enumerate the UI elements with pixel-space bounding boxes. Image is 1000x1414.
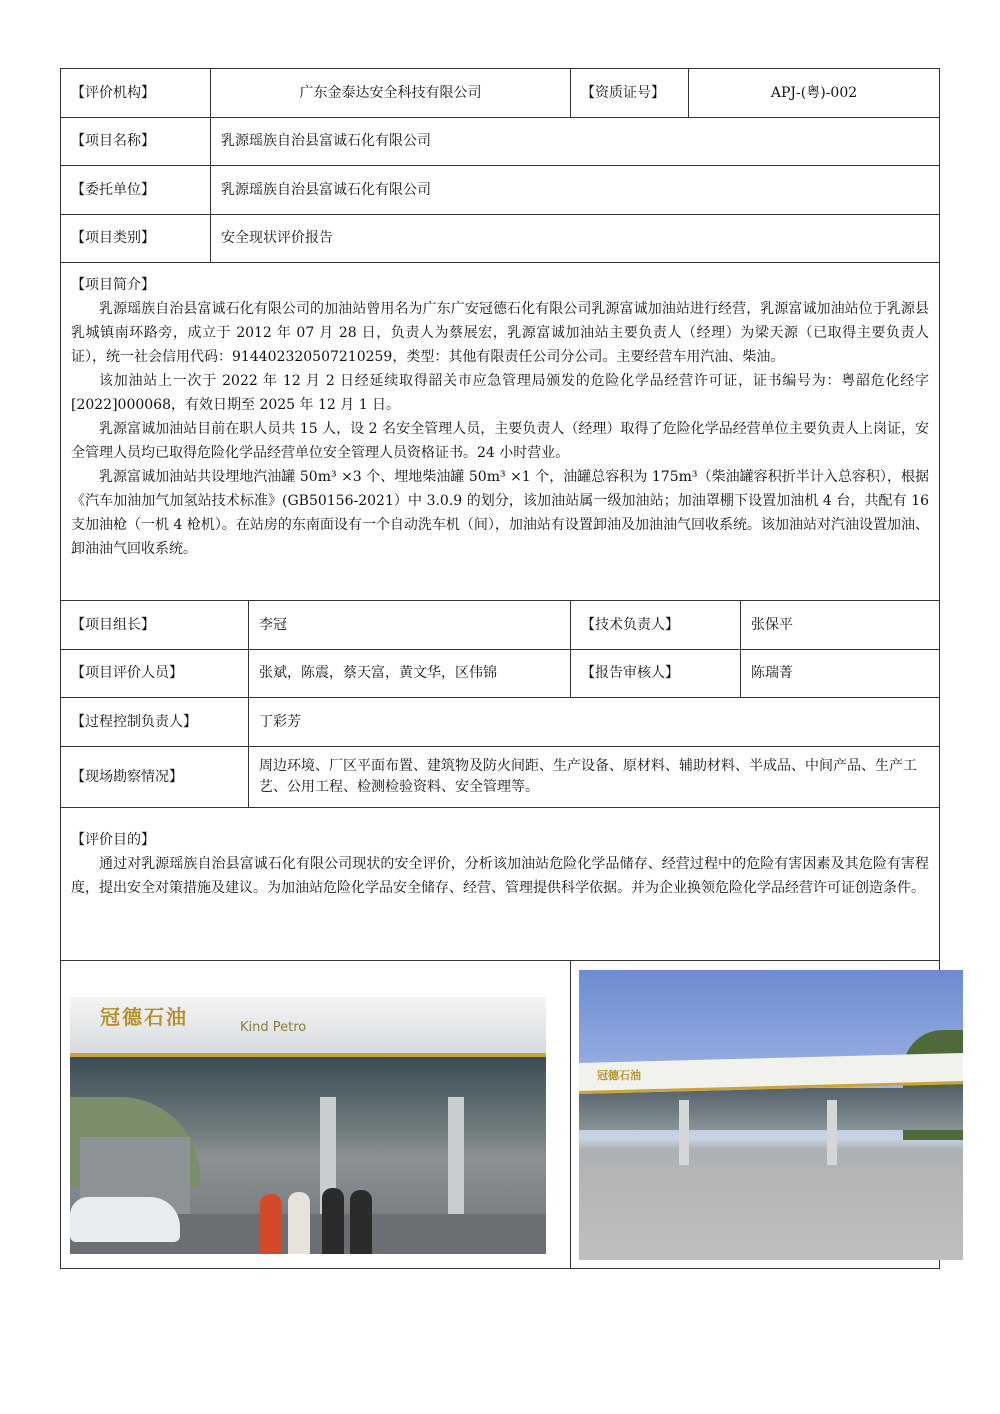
category-value: 安全现状评价报告 — [211, 215, 940, 263]
intro-section — [61, 263, 940, 601]
photo-cell-left — [61, 961, 571, 1269]
process-row — [61, 698, 940, 747]
client-label: 【委托单位】 — [61, 166, 211, 215]
photo-cell-right — [571, 961, 940, 1269]
tech-value: 张保平 — [741, 601, 940, 650]
reviewer-label: 【报告审核人】 — [571, 650, 741, 698]
info-table — [60, 68, 940, 1269]
category-label: 【项目类别】 — [61, 215, 211, 263]
purpose-text: 通过对乳源瑶族自治县富诚石化有限公司现状的安全评价，分析该加油站危险化学品储存、经营过程中的危险有害因素及其危险有害程度，提出安全对策措施及建议。为加油站危险化学品安全储存、经营、管理提供科学依据。并为企业换领危险化学品经营许可证创造条件。 — [71, 856, 930, 896]
tech-label: 【技术负责人】 — [571, 601, 741, 650]
intro-paragraph: 乳源富诚加油站共设埋地汽油罐 50m³ ×3 个、埋地柴油罐 50m³ ×1 个，油罐总容积为 175m³（柴油罐容积折半计入总容积），根据《汽车加油加气加氢站技术标准》(GB50156-2021）中 3.0.9 的划分，该加油站属一级加油站；加油罩棚下设置加油机 4 台，共配有 16 支加油枪（一机 4 枪机）。在站房的东南面设有一个自动洗车机（间），加油站有设置卸油及加油油气回收系统。该加油站对汽油设置加油、卸油油气回收系统。 — [71, 469, 930, 557]
header-row — [61, 69, 940, 118]
purpose-section — [61, 808, 940, 961]
org-value: 广东金泰达安全科技有限公司 — [211, 69, 571, 118]
survey-value: 周边环境、厂区平面布置、建筑物及防火间距、生产设备、原材料、辅助材料、半成品、中间产品、生产工艺、公用工程、检测检验资料、安全管理等。 — [249, 747, 940, 808]
purpose-heading: 【评价目的】 — [71, 832, 155, 848]
project-name-row — [61, 118, 940, 166]
client-row — [61, 166, 940, 215]
process-value: 丁彩芳 — [249, 698, 940, 747]
photo-brand-text: Kind Petro — [240, 1020, 307, 1035]
intro-paragraph: 乳源瑶族自治县富诚石化有限公司的加油站曾用名为广东广安冠德石化有限公司乳源富诚加油站进行经营，乳源富诚加油站位于乳源县乳城镇南环路旁，成立于 2012 年 07 月 28 日，负责人为蔡展宏，乳源富诚加油站主要负责人（经理）为梁天源（已取得主要负责人证），统一社会信用代码：91440232050721025​9，类型：其他有限责任公司分公司。主要经营车用汽油、柴油。 — [71, 301, 930, 365]
intro-paragraph: 乳源富诚加油站目前在职人员共 15 人，设 2 名安全管理人员，主要负责人（经理）取得了危险化学品经营单位主要负责人上岗证，安全管理人员均已取得危险化学品经营单位安全管理人员资格证书。24 小时营业。 — [71, 421, 930, 461]
leader-label: 【项目组长】 — [61, 601, 249, 650]
project-name-value: 乳源瑶族自治县富诚石化有限公司 — [211, 118, 940, 166]
leader-value: 李冠 — [249, 601, 571, 650]
staff-row — [61, 650, 940, 698]
intro-row — [61, 263, 940, 601]
org-label: 【评价机构】 — [61, 69, 211, 118]
site-photo-team — [70, 997, 546, 1254]
process-label: 【过程控制负责人】 — [61, 698, 249, 747]
survey-label: 【现场勘察情况】 — [61, 747, 249, 808]
cert-label: 【资质证号】 — [571, 69, 689, 118]
report-page — [60, 68, 939, 1269]
staff-label: 【项目评价人员】 — [61, 650, 249, 698]
project-name-label: 【项目名称】 — [61, 118, 211, 166]
leader-row — [61, 601, 940, 650]
cert-value: APJ-(粤)-002 — [689, 69, 940, 118]
survey-row — [61, 747, 940, 808]
client-value: 乳源瑶族自治县富诚石化有限公司 — [211, 166, 940, 215]
intro-paragraph: 该加油站上一次于 2022 年 12 月 2 日经延续取得韶关市应急管理局颁发的危险化学品经营许可证，证书编号为：粤韶危化经字[2022]000068，有效日期至 2025 年 12 月 1 日。 — [71, 373, 930, 413]
reviewer-value: 陈瑞菁 — [741, 650, 940, 698]
category-row — [61, 215, 940, 263]
photo-row — [61, 961, 940, 1269]
site-photo-station — [579, 970, 963, 1260]
intro-heading: 【项目简介】 — [71, 277, 155, 293]
photo-logo-text: 冠德石油 — [100, 1005, 188, 1029]
photo-logo-text: 冠德石油 — [597, 1068, 642, 1082]
staff-value: 张斌，陈震，蔡天富，黄文华，区伟锦 — [249, 650, 571, 698]
purpose-row — [61, 808, 940, 961]
